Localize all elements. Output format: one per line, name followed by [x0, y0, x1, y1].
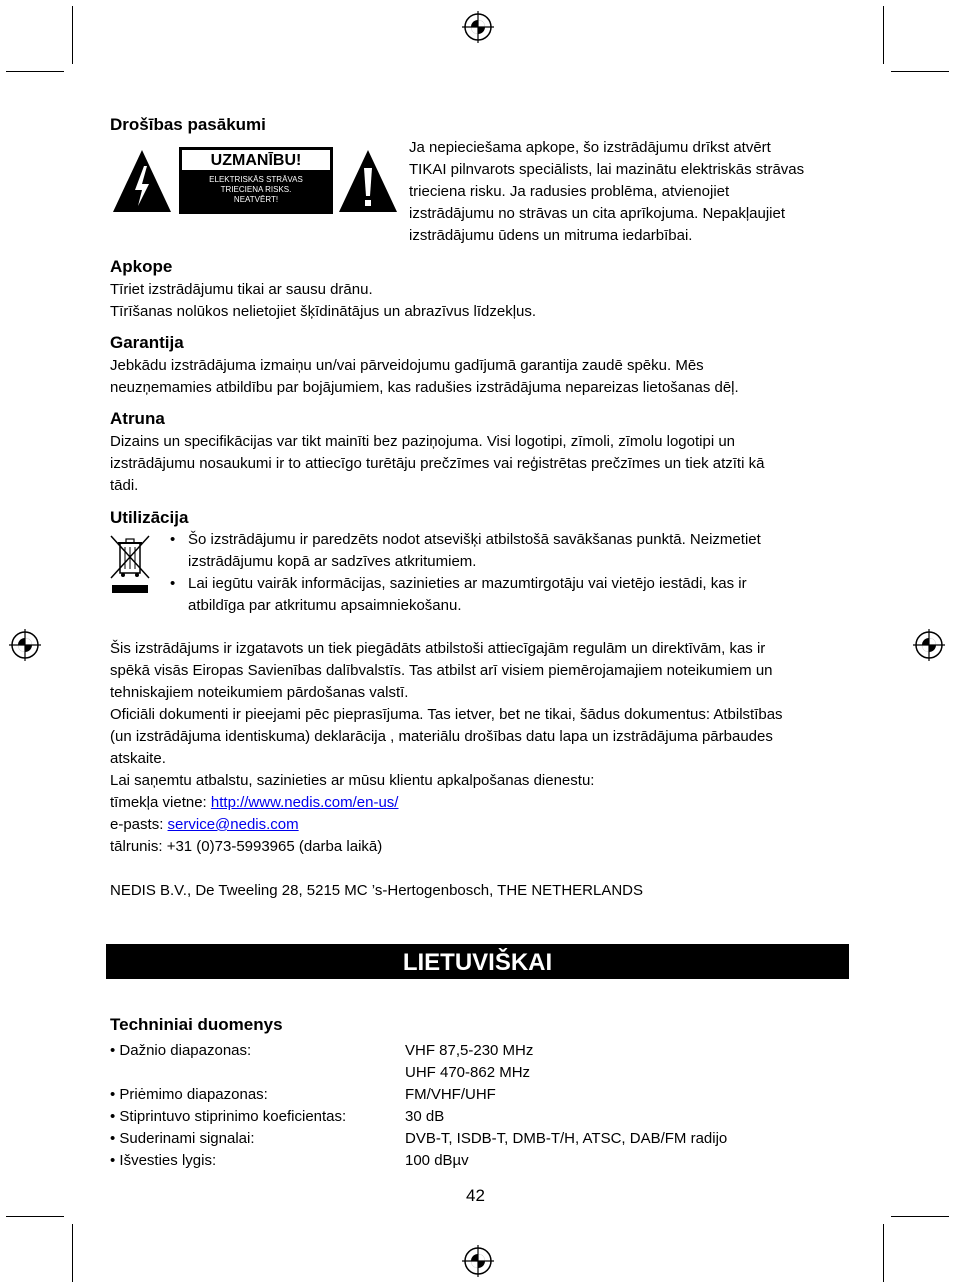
text-line: tehniskajiem noteikumiem pārdošanas valstī.	[110, 684, 409, 701]
text-line: TIKAI pilnvarots speciālists, lai mazinātu elektriskās strāvas	[409, 161, 805, 178]
crop-mark	[6, 71, 64, 72]
crop-mark	[883, 6, 884, 64]
text-line: trieciena risku. Ja radusies problēma, atvienojiet	[409, 183, 730, 200]
text-line: izstrādājumu ūdens un mitruma iedarbībai.	[409, 227, 693, 244]
crossed-bin-icon	[108, 533, 152, 595]
email-label: e-pasts:	[110, 816, 168, 833]
crop-mark	[891, 71, 949, 72]
crop-mark	[6, 1216, 64, 1217]
text-line: spēkā visās Eiropas Savienības dalībvalstīs. Tas atbilst arī visiem piemērojamajiem noteikumiem un	[110, 662, 773, 679]
disclaimer-text	[110, 431, 764, 497]
spec-row	[110, 1062, 810, 1084]
registration-mark-icon	[461, 1244, 495, 1278]
disclaimer-heading: Atruna	[110, 409, 165, 428]
text-line: izstrādājumu no strāvas un cita aprīkojuma. Nepakļaujiet	[409, 205, 786, 222]
text-line: Dizains un specifikācijas var tikt mainīti bez paziņojuma. Visi logotipi, zīmoli, zīmolu logotipi un	[110, 433, 735, 450]
text-line: izstrādājumu kopā ar sadzīves atkritumiem.	[188, 553, 477, 570]
spec-key: • Suderinami signalai:	[110, 1130, 255, 1147]
spec-key: • Išvesties lygis:	[110, 1152, 217, 1169]
registration-mark-icon	[912, 628, 946, 662]
email-line	[110, 814, 783, 836]
warranty-heading: Garantija	[110, 333, 184, 352]
list-item	[168, 573, 761, 617]
text-line: atbildīga par atkritumu apsaimniekošanu.	[188, 597, 462, 614]
spec-value: 30 dB	[405, 1108, 445, 1125]
text-line: Oficiāli dokumenti ir pieejami pēc pieprasījuma. Tas ietver, bet ne tikai, šādus dokumentus: Atbilstības	[110, 706, 783, 723]
text-line: Lai saņemtu atbalstu, sazinieties ar mūsu klientu apkalpošanas dienestu:	[110, 772, 595, 789]
crop-mark	[891, 1216, 949, 1217]
spec-row	[110, 1040, 810, 1062]
crop-mark	[883, 1224, 884, 1282]
text-line: (un izstrādājuma identiskuma) deklarācija , materiālu drošības datu lapa un izstrādājuma pārbaudes	[110, 728, 773, 745]
safety-text	[409, 137, 804, 247]
spec-value: FM/VHF/UHF	[405, 1086, 496, 1103]
bullet: •	[170, 531, 176, 548]
text-line: neuzņemamies atbildību par bojājumiem, kas radušies izstrādājuma nepareizas lietošanas dēļ.	[110, 379, 739, 396]
spec-value: UHF 470-862 MHz	[405, 1064, 531, 1081]
spec-key: • Priėmimo diapazonas:	[110, 1086, 268, 1103]
bullet: •	[170, 575, 176, 592]
maintenance-text	[110, 279, 536, 323]
registration-mark-icon	[461, 10, 495, 44]
caution-title: UZMANĪBU!	[182, 150, 330, 170]
spec-value: 100 dBµv	[405, 1152, 469, 1169]
lightning-warning-icon	[111, 148, 173, 214]
registration-mark-icon	[8, 628, 42, 662]
text-line: atskaite.	[110, 750, 166, 767]
spec-row	[110, 1128, 810, 1150]
email-link[interactable]: service@nedis.com	[167, 816, 299, 833]
language-section-bar: LIETUVIŠKAI	[106, 944, 849, 979]
safety-heading: Drošības pasākumi	[110, 115, 266, 134]
disposal-list	[168, 529, 761, 617]
crop-mark	[72, 6, 73, 64]
web-line	[110, 792, 783, 814]
text-line: tādi.	[110, 477, 139, 494]
disposal-heading: Utilizācija	[110, 508, 189, 527]
text-line: Jebkādu izstrādājuma izmaiņu un/vai pārveidojumu gadījumā garantija zaudē spēku. Mēs	[110, 357, 704, 374]
warranty-text	[110, 355, 739, 399]
list-item	[168, 529, 761, 573]
page-number: 42	[466, 1186, 485, 1205]
text-line: Ja nepieciešama apkope, šo izstrādājumu drīkst atvērt	[409, 139, 771, 156]
spec-key: • Dažnio diapazonas:	[110, 1042, 252, 1059]
caution-line: ELEKTRISKĀS STRĀVAS	[209, 175, 303, 184]
maintenance-heading: Apkope	[110, 257, 173, 276]
text-line: Lai iegūtu vairāk informācijas, sazinieties ar mazumtirgotāju vai vietējo iestādi, kas ir	[188, 575, 747, 592]
compliance-text	[110, 638, 783, 902]
caution-line: NEATVĒRT!	[233, 195, 279, 204]
spec-value: VHF 87,5-230 MHz	[405, 1042, 534, 1059]
specs-heading: Techniniai duomenys	[110, 1015, 283, 1034]
caution-line: TRIECIENA RISKS.	[220, 185, 292, 194]
spec-key: • Stiprintuvo stiprinimo koeficientas:	[110, 1108, 347, 1125]
crop-mark	[72, 1224, 73, 1282]
spec-value: DVB-T, ISDB-T, DMB-T/H, ATSC, DAB/FM radijo	[405, 1130, 728, 1147]
caution-label	[179, 147, 333, 214]
spec-row	[110, 1150, 810, 1172]
website-link[interactable]: http://www.nedis.com/en-us/	[210, 794, 399, 811]
web-label: tīmekļa vietne:	[110, 794, 211, 811]
specs-table	[110, 1040, 810, 1172]
text-line: Tīriet izstrādājumu tikai ar sausu drānu.	[110, 281, 373, 298]
spec-row	[110, 1084, 810, 1106]
phone-line: tālrunis: +31 (0)73-5993965 (darba laikā)	[110, 838, 383, 855]
address-line: NEDIS B.V., De Tweeling 28, 5215 MC ’s-Hertogenbosch, THE NETHERLANDS	[110, 882, 644, 899]
spec-row	[110, 1106, 810, 1128]
text-line: Šis izstrādājums ir izgatavots un tiek piegādāts atbilstoši attiecīgajām regulām un direktīvām, kas ir	[110, 640, 766, 657]
text-line: Šo izstrādājumu ir paredzēts nodot atsevišķi atbilstošā savākšanas punktā. Neizmetiet	[188, 531, 761, 548]
text-line: Tīrīšanas nolūkos nelietojiet šķīdinātājus un abrazīvus līdzekļus.	[110, 303, 537, 320]
text-line: izstrādājumu nosaukumi ir to attiecīgo turētāju prečzīmes vai reģistrētas prečzīmes un tiek atzīti kā	[110, 455, 765, 472]
exclamation-warning-icon	[337, 148, 399, 214]
